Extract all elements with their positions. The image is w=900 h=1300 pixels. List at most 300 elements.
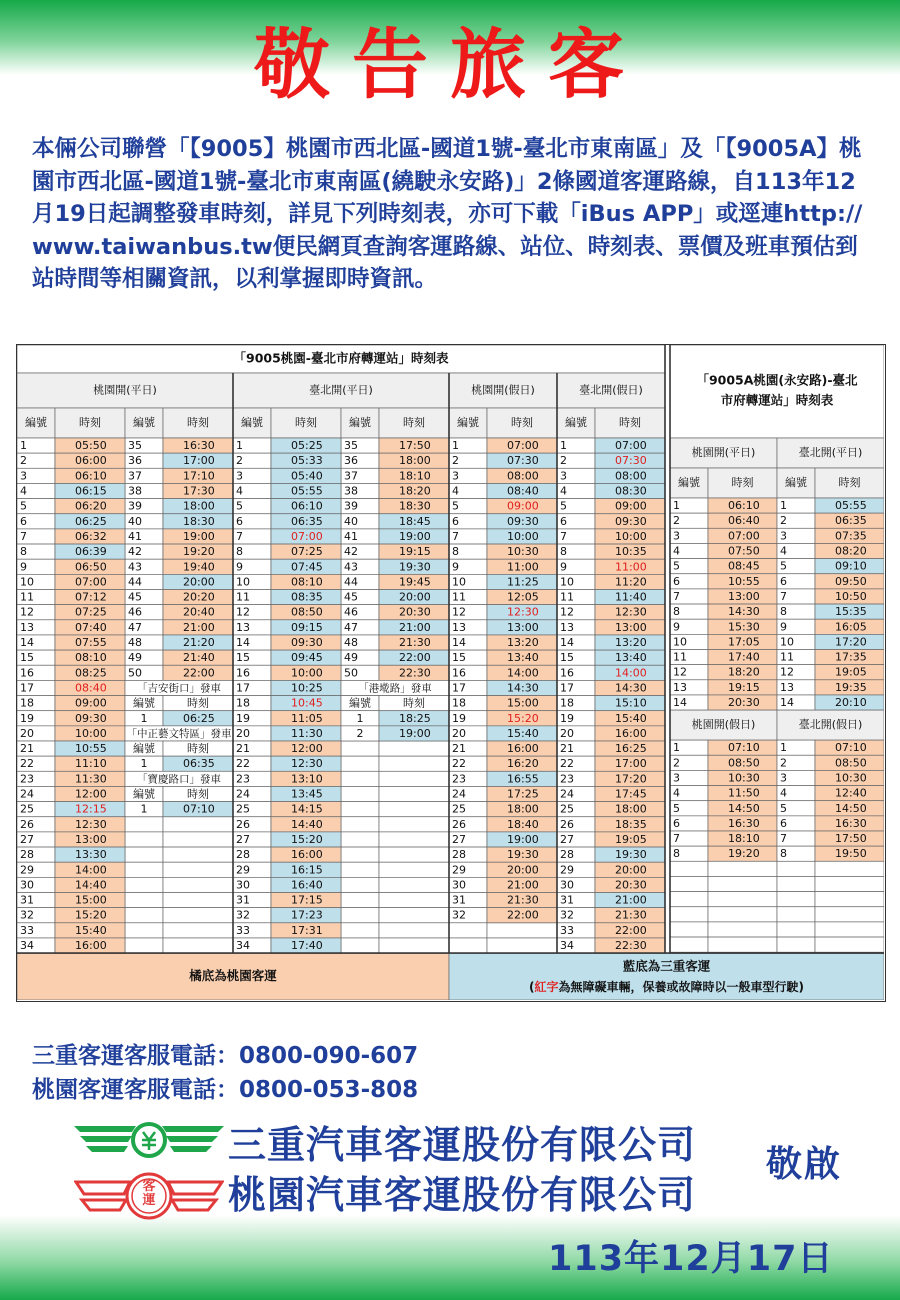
departure-time: 22:00 [615,923,647,937]
bus-number: 21 [452,742,466,756]
departure-time: 08:50 [728,756,760,770]
departure-time: 12:30 [507,605,539,619]
table-cell [341,741,379,756]
departure-time: 07:00 [615,439,647,453]
departure-time: 05:55 [291,484,323,498]
departure-time: 21:40 [183,651,215,665]
table-cell [777,922,815,937]
departure-time: 14:40 [291,817,323,831]
bus-number: 8 [673,605,680,619]
bus-number: 4 [780,544,787,558]
departure-time: 17:50 [835,832,867,846]
bus-number: 4 [673,786,680,800]
bus-number: 1 [560,439,567,453]
departure-time: 19:15 [399,545,431,559]
table-cell [125,832,163,847]
bus-number: 7 [780,589,787,603]
departure-time: 21:30 [615,908,647,922]
departure-time: 19:00 [399,726,431,740]
notice-title: 敬告旅客 [254,20,646,109]
bus-number: 20 [452,726,466,740]
departure-time: 07:00 [291,529,323,543]
departure-time: 06:32 [75,529,107,543]
bus-number: 19 [236,711,250,725]
bus-number: 2 [356,726,364,740]
bus-number: 31 [20,893,34,907]
departure-time: 08:35 [291,590,323,604]
timetable [16,344,886,1002]
bus-number: 14 [780,696,794,710]
departure-time: 16:00 [615,726,647,740]
departure-time: 22:30 [615,939,647,953]
bus-number: 33 [236,923,250,937]
departure-time: 12:30 [291,757,323,771]
bus-number: 3 [236,469,243,483]
departure-time: 21:20 [183,636,215,650]
legend-orange-text: 橘底為桃園客運 [189,968,277,984]
departure-time: 06:35 [291,514,323,528]
bus-number: 25 [20,802,34,816]
departure-time: 22:00 [399,651,431,665]
bus-number: 2 [20,454,27,468]
table-cell [341,923,379,938]
bus-number: 6 [560,514,567,528]
table-cell [163,847,233,862]
table-cell [670,907,708,922]
sub-stop-label: 「中正藝文特區」發車 [126,727,232,740]
bus-number: 8 [20,545,27,559]
sub-header-time: 時刻 [511,416,533,429]
departure-time: 19:15 [728,680,760,694]
departure-time: 07:25 [291,545,323,559]
bus-number: 16 [452,666,466,680]
departure-time: 15:00 [75,893,107,907]
table-cell [815,937,884,952]
departure-time: 11:10 [75,757,107,771]
departure-time: 09:50 [835,574,867,588]
table-cell [379,923,449,938]
departure-time: 07:00 [507,439,539,453]
bus-number: 20 [20,726,34,740]
bus-number: 5 [673,801,680,815]
bus-number: 15 [560,651,574,665]
departure-time: 13:40 [615,651,647,665]
bus-number: 2 [673,756,680,770]
bus-number: 7 [673,832,680,846]
departure-time: 10:30 [835,771,867,785]
sub-header-time: 時刻 [731,476,754,489]
table-cell [379,771,449,786]
departure-time: 16:30 [835,816,867,830]
table-cell [379,847,449,862]
bus-number: 39 [128,499,142,513]
bus-number: 8 [673,847,680,861]
bus-number: 40 [344,514,358,528]
departure-time: 10:00 [615,529,647,543]
bus-number: 6 [780,816,787,830]
bus-number: 6 [673,816,680,830]
bus-number: 1 [780,741,787,755]
departure-time: 12:30 [75,817,107,831]
departure-time: 09:30 [75,711,107,725]
bus-number: 5 [780,559,787,573]
table-cell [379,786,449,801]
sub-header-no: 編號 [785,476,807,489]
contact-taoyuan-phone: 桃園客運客服電話：0800-053-808 [32,1077,419,1103]
bus-number: 31 [236,893,250,907]
bus-number: 1 [20,439,27,453]
departure-time: 13:30 [75,848,107,862]
departure-time: 18:20 [399,484,431,498]
bus-number: 46 [344,605,358,619]
departure-time: 10:35 [615,545,647,559]
sub-header-no: 編號 [133,742,155,756]
departure-time: 07:12 [75,590,107,604]
bus-number: 21 [236,742,250,756]
bus-number: 12 [452,605,466,619]
bus-number: 11 [452,590,466,604]
departure-time: 18:00 [183,499,215,513]
departure-time: 17:20 [835,635,867,649]
table-cell [379,938,449,953]
departure-time: 17:50 [399,439,431,453]
sub-header-time: 時刻 [838,476,861,489]
sub-header-time: 時刻 [187,696,209,710]
departure-time: 06:50 [75,560,107,574]
sub-header-no: 編號 [25,416,47,429]
bus-number: 45 [344,590,358,604]
table-cell [708,892,777,907]
departure-time: 08:30 [615,484,647,498]
bus-number: 33 [560,923,574,937]
bus-number: 43 [128,560,142,574]
bus-number: 16 [560,666,574,680]
bus-number: 5 [20,499,27,513]
departure-time: 17:23 [291,908,323,922]
departure-time: 09:00 [75,696,107,710]
departure-time: 14:00 [615,666,647,680]
departure-time: 09:45 [291,651,323,665]
bus-number: 6 [673,574,680,588]
departure-time: 20:30 [615,878,647,892]
table-cell [379,862,449,877]
departure-time: 06:15 [75,484,107,498]
bus-number: 28 [236,848,250,862]
departure-time: 17:05 [728,635,760,649]
table-cell [125,908,163,923]
departure-time: 15:30 [728,620,760,634]
bus-number: 27 [560,832,574,846]
departure-time: 08:00 [507,469,539,483]
bus-number: 4 [20,484,27,498]
departure-time: 07:50 [728,544,760,558]
bus-number: 27 [452,832,466,846]
bus-number: 14 [236,636,250,650]
bus-number: 27 [236,832,250,846]
bus-number: 26 [452,817,466,831]
bus-number: 13 [452,620,466,634]
departure-time: 06:25 [75,514,107,528]
departure-time: 15:20 [507,711,539,725]
departure-time: 14:00 [75,863,107,877]
bus-number: 6 [780,574,787,588]
departure-time: 05:50 [75,439,107,453]
departure-time: 13:00 [728,589,760,603]
table-cell [815,907,884,922]
departure-time: 07:40 [75,620,107,634]
bus-number: 44 [344,575,358,589]
table-cell [670,861,708,876]
departure-time: 16:00 [75,939,107,953]
bus-number: 17 [20,681,34,695]
bus-number: 36 [344,454,358,468]
bus-number: 25 [560,802,574,816]
departure-time: 16:00 [291,848,323,862]
bus-number: 15 [452,651,466,665]
table-cell [815,861,884,876]
bus-number: 5 [673,559,680,573]
sub-header-no: 編號 [133,787,155,801]
sub-header-time: 時刻 [187,787,209,801]
bus-number: 8 [236,545,243,559]
bus-number: 23 [560,772,574,786]
legend-blue-text: 藍底為三重客運 [622,958,711,974]
bus-number: 23 [20,772,34,786]
departure-time: 17:45 [615,787,647,801]
bus-number: 13 [560,620,574,634]
bus-number: 34 [236,939,250,953]
departure-time: 10:30 [507,545,539,559]
departure-time: 20:00 [399,590,431,604]
departure-time: 10:25 [291,681,323,695]
bus-number: 50 [344,666,358,680]
bus-number: 1 [780,499,787,513]
table-cell [777,892,815,907]
departure-time: 18:25 [399,711,431,725]
bus-number: 29 [236,863,250,877]
timetable-9005a-title-line1: 「9005A桃園(永安路)-臺北 [696,372,858,388]
bus-number: 9 [780,620,787,634]
bus-number: 35 [344,439,358,453]
bus-number: 39 [344,499,358,513]
bus-number: 9 [560,560,567,574]
departure-time: 12:30 [615,605,647,619]
table-cell [670,937,708,952]
departure-time: 08:00 [615,469,647,483]
departure-time: 20:30 [728,696,760,710]
departure-time: 13:00 [75,832,107,846]
departure-time: 19:20 [728,847,760,861]
bus-number: 2 [236,454,243,468]
table-cell [341,756,379,771]
bus-number: 34 [20,939,34,953]
bus-number: 41 [128,529,142,543]
bus-number: 18 [560,696,574,710]
departure-time: 17:35 [835,650,867,664]
bus-number: 1 [140,802,148,816]
departure-time: 16:30 [728,816,760,830]
departure-time: 09:15 [291,620,323,634]
bus-number: 18 [452,696,466,710]
bus-number: 14 [452,636,466,650]
bus-number: 31 [560,893,574,907]
departure-time: 20:00 [615,863,647,877]
sub-header-no: 編號 [457,416,479,429]
bus-number: 13 [20,620,34,634]
departure-time: 13:00 [615,620,647,634]
logo-text: 客運 [142,1179,156,1208]
departure-time: 09:00 [507,499,539,513]
bus-number: 42 [344,545,358,559]
departure-time: 09:00 [615,499,647,513]
company-logos-icon [74,1118,224,1228]
sub-header-time: 時刻 [187,416,209,429]
departure-time: 13:00 [507,620,539,634]
departure-time: 05:33 [291,454,323,468]
bus-number: 38 [128,484,142,498]
departure-time: 17:15 [291,893,323,907]
table-cell [379,877,449,892]
bus-number: 11 [780,650,794,664]
departure-time: 17:40 [728,650,760,664]
table-cell [341,938,379,953]
departure-time: 18:00 [399,454,431,468]
bus-number: 11 [560,590,574,604]
bus-number: 1 [673,741,680,755]
departure-time: 13:45 [291,787,323,801]
bus-number: 17 [236,681,250,695]
departure-time: 11:30 [291,726,323,740]
bus-number: 47 [128,620,142,634]
departure-time: 18:35 [615,817,647,831]
departure-time: 16:05 [835,620,867,634]
bus-number: 7 [20,529,27,543]
bus-number: 6 [236,514,243,528]
departure-time: 18:00 [507,802,539,816]
departure-time: 21:00 [507,878,539,892]
departure-time: 12:15 [75,802,107,816]
table-cell [341,786,379,801]
table-cell [125,817,163,832]
bus-number: 6 [20,514,27,528]
bus-number: 26 [236,817,250,831]
table-cell [341,847,379,862]
departure-time: 10:45 [291,696,323,710]
departure-time: 15:10 [615,696,647,710]
departure-time: 21:30 [507,893,539,907]
bus-number: 2 [780,514,787,528]
table-cell [341,908,379,923]
departure-time: 19:20 [183,545,215,559]
bus-number: 18 [236,696,250,710]
departure-time: 16:55 [507,772,539,786]
departure-time: 21:00 [615,893,647,907]
departure-time: 15:00 [507,696,539,710]
bus-number: 12 [560,605,574,619]
departure-time: 06:10 [728,499,760,513]
sanchong-logo-icon [74,1124,224,1156]
table-cell [708,937,777,952]
departure-time: 20:40 [183,605,215,619]
table-cell [163,862,233,877]
table-cell [670,922,708,937]
departure-time: 08:10 [291,575,323,589]
group-header: 臺北開(假日) [798,718,863,732]
timetable-grid [17,345,884,1000]
departure-time: 10:00 [75,726,107,740]
bus-number: 26 [20,817,34,831]
bus-number: 15 [236,651,250,665]
bus-number: 4 [236,484,243,498]
departure-time: 07:30 [615,454,647,468]
bus-number: 21 [20,742,34,756]
departure-time: 15:35 [835,605,867,619]
bus-number: 28 [560,848,574,862]
bus-number: 19 [560,711,574,725]
bus-number: 29 [452,863,466,877]
bus-number: 10 [673,635,687,649]
departure-time: 20:00 [507,863,539,877]
departure-time: 08:10 [75,651,107,665]
bus-number: 15 [20,651,34,665]
bus-number: 3 [780,771,787,785]
bus-number: 21 [560,742,574,756]
departure-time: 17:20 [615,772,647,786]
table-cell [815,922,884,937]
bus-number: 36 [128,454,142,468]
bus-number: 23 [236,772,250,786]
departure-time: 17:00 [183,454,215,468]
table-cell [815,876,884,891]
notice-intro-paragraph: 本倆公司聯營「【9005】桃園市西北區-國道1號-臺北市東南區」及「【9005A】桃園市西北區-國道1號-臺北市東南區(繞駛永安路)」2條國道客運路線，自113年12月19日起調整發車時刻，詳見下列時刻表，亦可下載「iBus APP」或逕連http://www.taiwanbus.tw便民網頁查詢客運路線、站位、時刻表、票價及班車預估到站時間等相關資訊，以利掌握即時資訊。 [32,136,863,292]
departure-time: 16:20 [507,757,539,771]
sub-header-time: 時刻 [403,416,425,429]
departure-time: 15:40 [507,726,539,740]
bus-number: 5 [560,499,567,513]
departure-time: 16:25 [615,742,647,756]
departure-time: 10:55 [728,574,760,588]
bus-number: 30 [20,878,34,892]
departure-time: 18:45 [399,514,431,528]
sub-stop-label: 「吉安街口」發車 [137,682,221,695]
sub-header-no: 編號 [565,416,587,429]
departure-time: 07:45 [291,560,323,574]
table-cell [777,876,815,891]
departure-time: 11:00 [507,560,539,574]
table-cell [125,847,163,862]
departure-time: 15:40 [75,923,107,937]
table-cell [487,923,557,938]
bus-number: 1 [356,711,364,725]
departure-time: 09:30 [291,636,323,650]
departure-time: 14:30 [728,605,760,619]
group-header: 臺北開(平日) [798,446,863,459]
departure-time: 14:30 [615,681,647,695]
bus-number: 4 [673,544,680,558]
departure-time: 21:00 [399,620,431,634]
bus-number: 13 [780,680,794,694]
departure-time: 06:20 [75,499,107,513]
departure-time: 18:30 [399,499,431,513]
departure-time: 06:35 [183,757,215,771]
bus-number: 12 [236,605,250,619]
bus-number: 29 [560,863,574,877]
departure-time: 07:30 [507,454,539,468]
sub-header-no: 編號 [678,476,700,489]
table-cell [379,741,449,756]
departure-time: 14:30 [507,681,539,695]
bus-number: 30 [236,878,250,892]
